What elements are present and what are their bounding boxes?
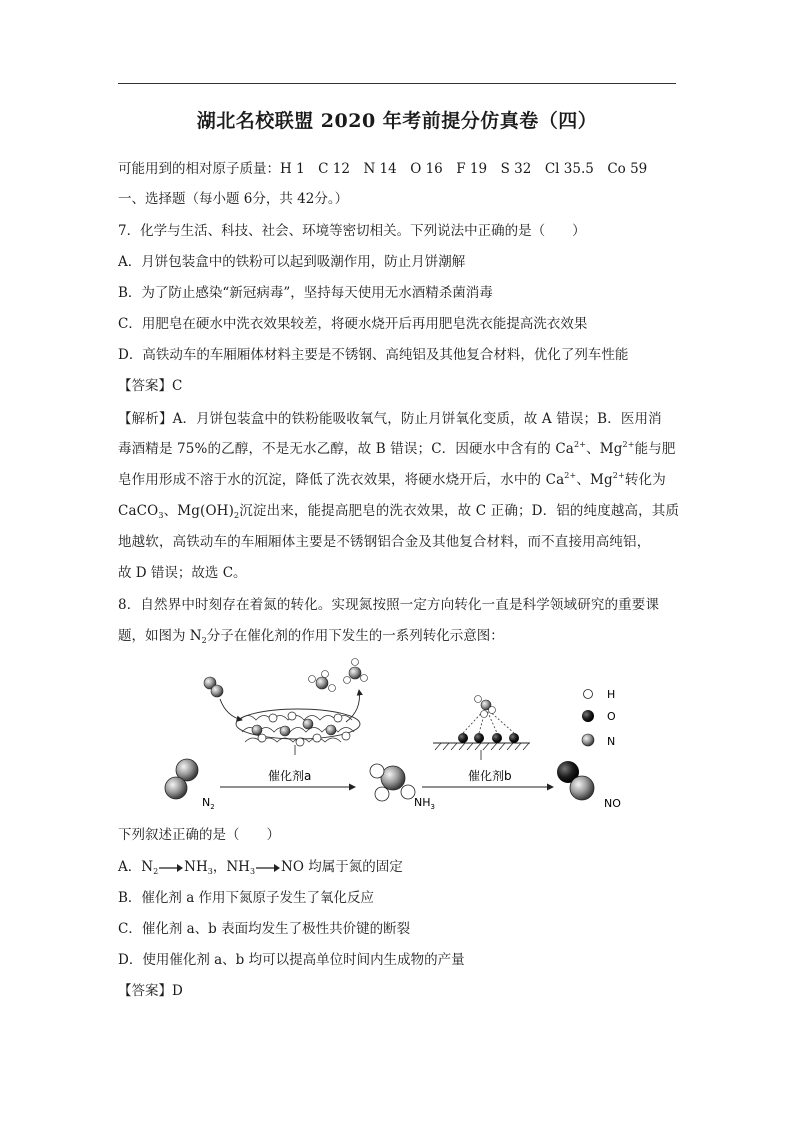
legend-n-label: N: [607, 735, 616, 748]
nh3-small-outgoing-1: [309, 671, 336, 692]
legend-n-swatch: [582, 734, 594, 746]
catalyst-b-label: 催化剂b: [468, 769, 512, 783]
q8-option-b: B．催化剂 a 作用下氮原子发生了氧化反应: [118, 890, 375, 906]
no-label: NO: [604, 797, 621, 810]
analysis-label: 【解析】: [118, 411, 173, 427]
legend-o-label: O: [607, 710, 616, 723]
reaction-arrow-icon: [255, 863, 281, 873]
reaction-arrow-icon: [158, 863, 184, 873]
q8-stem-line-2: 题，如图为 $N_2$分子在催化剂的作用下发生的一系列转化示意图：: [118, 628, 504, 645]
q7-option-a: A．月饼包装盒中的铁粉可以起到吸潮作用，防止月饼潮解: [118, 254, 466, 270]
adsorb-arrow: [220, 699, 242, 720]
q7-analysis-line-3: 皂作用形成不溶于水的沉淀，降低了洗衣效果，将硬水烧开后，水中的 $Ca^{2+}$、$Mg^{2+}$转化为: [118, 471, 666, 488]
nh3-label: $NH_3$: [414, 796, 435, 811]
no-molecule: [557, 761, 594, 800]
n2-small-incoming: [204, 677, 223, 697]
catalyst-b-surface: [433, 696, 530, 751]
q8-stem-line-1: 8．自然界中时刻存在着氮的转化。实现氮按照一定方向转化一直是科学领域研究的重要课: [118, 597, 660, 613]
q8-prompt: 下列叙述正确的是（ ）: [118, 827, 280, 843]
nh3-small-outgoing-2: [344, 659, 368, 684]
q7-option-d: D．高铁动车的车厢厢体材料主要是不锈钢、高纯铝及其他复合材料，优化了列车性能: [118, 347, 629, 363]
q7-analysis-line-5: 地越软，高铁动车的车厢厢体主要是不锈钢铝合金及其他复合材料，而不直接用高纯铝，: [118, 534, 651, 550]
answer-value: D: [172, 983, 183, 999]
q7-answer: [118, 377, 182, 395]
legend: [582, 688, 616, 748]
q8-answer: [118, 982, 183, 1000]
n2-label: $N_2$: [202, 796, 215, 811]
q7-option-c: C．用肥皂在硬水中洗衣效果较差，将硬水烧开后再用肥皂洗衣能提高洗衣效果: [118, 316, 588, 332]
q7-stem: 7．化学与生活、科技、社会、环境等密切相关。下列说法中正确的是（ ）: [118, 223, 586, 239]
atomic-masses: 可能用到的相对原子质量：H 1 C 12 N 14 O 16 F 19 S 32 Cl 35.5 Co 59: [118, 161, 648, 177]
legend-h-label: H: [607, 688, 616, 701]
header-rule: [118, 83, 676, 84]
answer-value: C: [172, 378, 183, 394]
nitrogen-conversion-figure: [150, 654, 650, 812]
catalyst-a-label: 催化剂a: [268, 769, 312, 783]
legend-o-swatch: [582, 710, 594, 722]
catalyst-a-surface: [236, 709, 360, 746]
q8-option-d: D．使用催化剂 a、b 均可以提高单位时间内生成物的产量: [118, 952, 465, 968]
n2-molecule: [165, 759, 198, 799]
q7-analysis-line-4: CaCO$_3$、$Mg(OH)_2$沉淀出来，能提高肥皂的洗衣效果，故 C 正确；D．铝的纯度越高，其质: [118, 503, 680, 520]
q7-analysis-line-1: 【解析】A．月饼包装盒中的铁粉能吸收氧气，防止月饼氧化变质，故 A 错误；B．医用消: [118, 411, 662, 427]
nh3-molecule: [370, 764, 415, 801]
section-heading: 一、选择题（每小题 6分，共 42分。）: [118, 191, 349, 207]
answer-label: 【答案】: [118, 983, 172, 999]
page-title: 湖北名校联盟 2020 年考前提分仿真卷（四）: [196, 110, 598, 132]
answer-label: 【答案】: [118, 378, 172, 394]
q7-analysis-line-2: 毒酒精是 75%的乙醇，不是无水乙醇，故 B 错误；C．因硬水中含有的 $Ca^{2+}$、$Mg^{2+}$能与肥: [118, 440, 676, 457]
q8-option-c: C．催化剂 a、b 表面均发生了极性共价键的断裂: [118, 921, 411, 937]
q7-option-b: B．为了防止感染“新冠病毒”，坚持每天使用无水酒精杀菌消毒: [118, 285, 493, 301]
q8-option-a: A．$N_2$ $NH_3$，$NH_3$ NO 均属于氮的固定: [118, 859, 403, 876]
q7-analysis-line-6: 故 D 错误；故选 C。: [118, 565, 247, 581]
legend-h-swatch: [584, 690, 593, 699]
